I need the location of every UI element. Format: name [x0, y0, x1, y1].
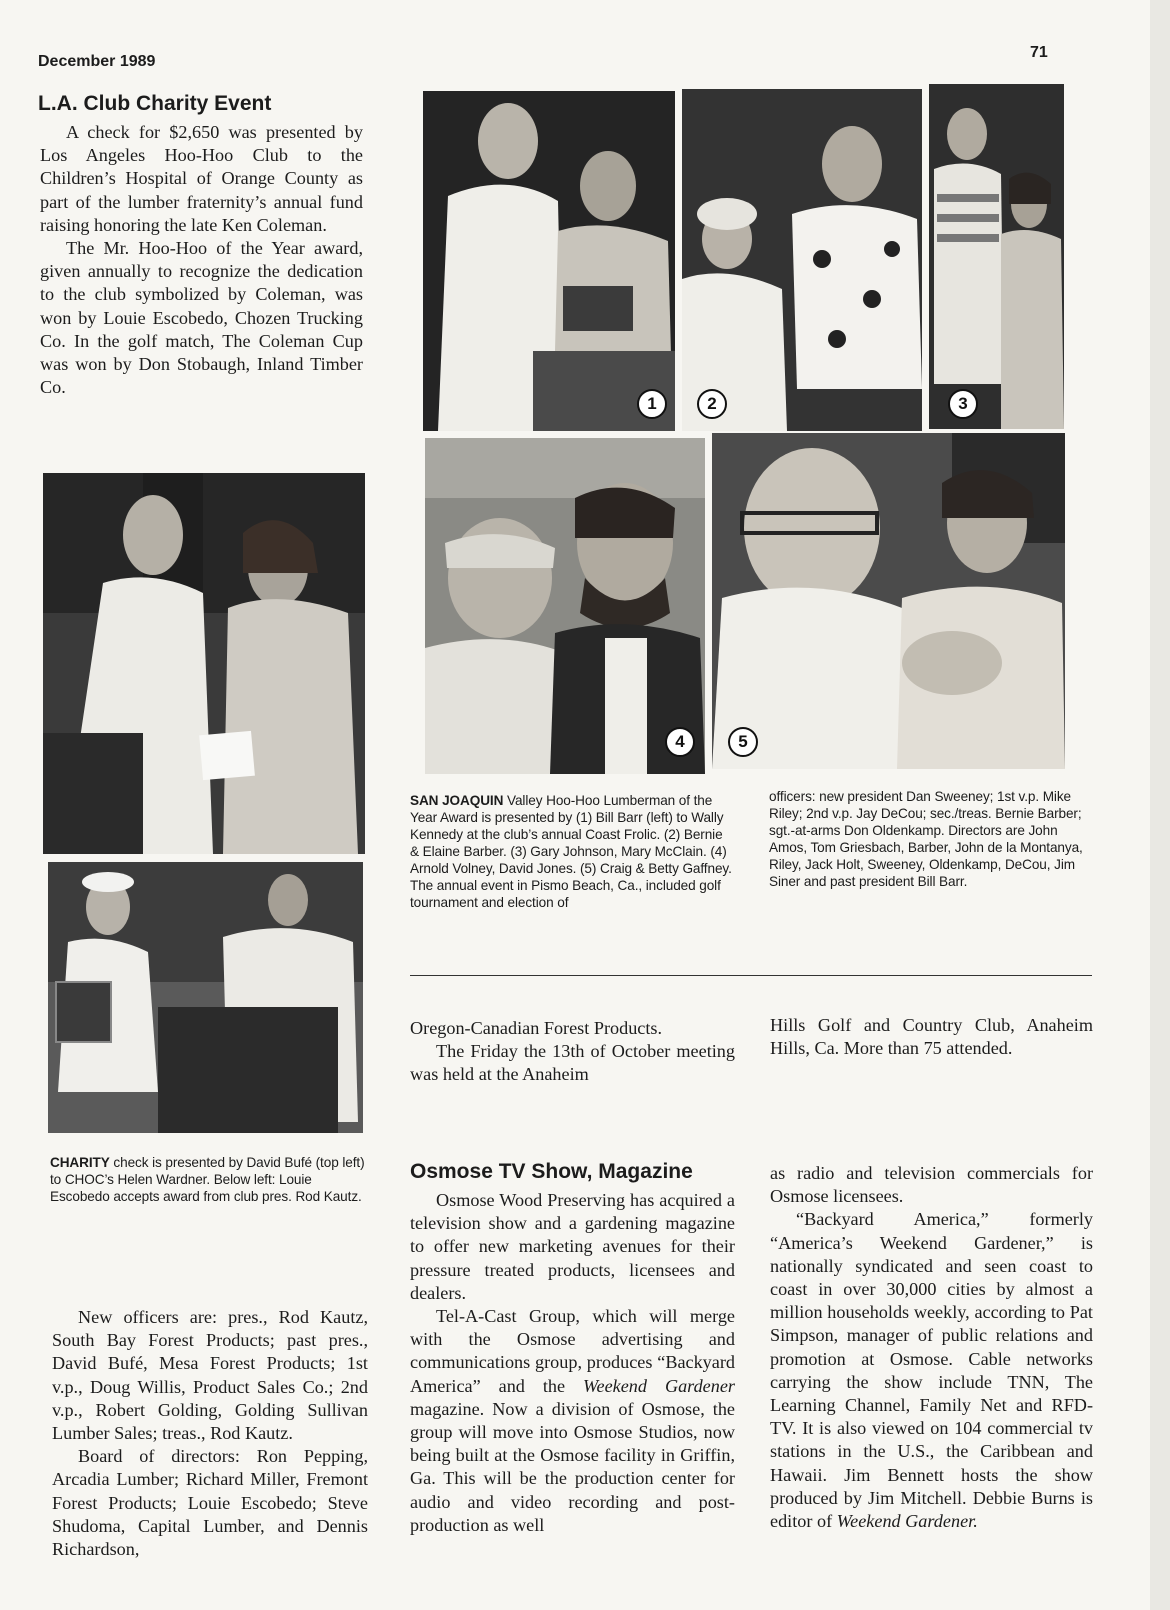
- photo-4-volney-jones: [425, 438, 705, 774]
- officers-paragraph: New officers are: pres., Rod Kautz, South Bay Forest Products; past pres., David Bufé, Mesa Forest Products; 1st v.p., Doug Willis, Product Sales Co.; 2nd v.p., Robert Golding, Golding Sullivan Lumber Sales; treas., Rod Kautz.: [52, 1307, 368, 1444]
- osmose-paragraph: Tel-A-Cast Group, which will merge with the Osmose advertising and communications group, produces “Backyard America” and the Weekend Gardener magazine. Now a division of Osmose, the group will move into Osmose Studios, now being built at the Osmose facility in Griffin, Ga. This will be the production center for audio and video recording and post-production as well: [410, 1306, 735, 1535]
- magazine-title: Weekend Gardener.: [836, 1511, 978, 1532]
- caption-lead: CHARITY: [50, 1155, 110, 1170]
- la-club-paragraph: The Mr. Hoo-Hoo of the Year award, given annually to recognize the dedication to the club symbolized by Coleman, was won by Louie Escobedo, Chozen Trucking Co. In the golf match, The Coleman Cup was won by Don Stobaugh, Inland Timber Co.: [40, 238, 363, 398]
- magazine-title: Weekend Gardener: [583, 1375, 735, 1396]
- photo-2-barber: [682, 89, 922, 431]
- osmose-paragraph: “Backyard America,” formerly “America’s Weekend Gardener,” is nationally syndicated and seen coast to coast in over 30,000 cities by almost a million households weekly, according to Pat Simpson, manager of public relations and promotion at Osmose. Cable networks carrying the show include TNN, The Learning Channel, Family Net and RFD-TV. It is also viewed on 104 commercial tv stations in the U.S., the Caribbean and Hawaii. Jim Bennett hosts the show produced by Jim Mitchell. Debbie Burns is editor of Weekend Gardener.: [770, 1209, 1093, 1532]
- page-edge: [1150, 0, 1170, 1610]
- caption-text: check is presented by David Bufé (top left) to CHOC’s Helen Wardner. Below left: Louie Escobedo accepts award from club pres. Rod Kautz.: [50, 1155, 365, 1204]
- charity-caption: [50, 1154, 366, 1205]
- la-club-title: L.A. Club Charity Event: [38, 92, 272, 115]
- la-club-paragraph: A check for $2,650 was presented by Los Angeles Hoo-Hoo Club to the Children’s Hospital of Orange County as part of the lumber fraternity’s annual fund raising honoring the late Ken Coleman.: [40, 122, 363, 235]
- photo-number-badge: 3: [948, 389, 978, 419]
- san-joaquin-caption-col2: officers: new president Dan Sweeney; 1st v.p. Mike Riley; 2nd v.p. Jay DeCou; sec./treas. Bernie Barber; sgt.-at-arms Don Oldenkamp. Directors are John Amos, Tom Griesbach, Barber, John de la Montanya, Riley, Jack Holt, Sweeney, Oldenkamp, DeCou, Jim Siner and past president Bill Barr.: [769, 789, 1083, 889]
- continued-line: Oregon-Canadian Forest Products.: [410, 1018, 663, 1038]
- continued-paragraph: Hills Golf and Country Club, Anaheim Hills, Ca. More than 75 attended.: [770, 1015, 1093, 1059]
- section-divider: [410, 975, 1092, 976]
- charity-check-photo: [43, 473, 365, 854]
- osmose-title: Osmose TV Show, Magazine: [410, 1160, 693, 1183]
- issue-date: December 1989: [38, 53, 156, 70]
- photo-number-badge: 5: [728, 727, 758, 757]
- photo-1-barr-kennedy: [423, 91, 675, 431]
- continued-paragraph: The Friday the 13th of October meeting was held at the Anaheim: [410, 1041, 735, 1085]
- osmose-col1: [410, 1189, 735, 1537]
- osmose-col2: [770, 1162, 1093, 1533]
- officers-paragraph: Board of directors: Ron Pepping, Arcadia Lumber; Richard Miller, Fremont Forest Products; Louie Escobedo; Steve Shudoma, Capital Lumber, and Dennis Richardson,: [52, 1446, 368, 1560]
- san-joaquin-caption-col1: [410, 792, 732, 911]
- caption-text: Valley Hoo-Hoo Lumberman of the Year Award is presented by (1) Bill Barr (left) to Wally Kennedy at the club’s annual Coast Frolic. (2) Bernie & Elaine Barber. (3) Gary Johnson, Mary McClain. (4) Arnold Volney, David Jones. (5) Craig & Betty Gaffney. The annual event in Pismo Beach, Ca., included golf tournament and election of: [410, 793, 732, 910]
- photo-3-johnson-mcclain: [929, 84, 1064, 429]
- photo-5-gaffney: [712, 433, 1065, 769]
- continued-col1: [410, 1017, 735, 1087]
- continued-col2: [770, 1014, 1093, 1060]
- page-number: 71: [1030, 44, 1048, 61]
- photo-number-badge: 1: [637, 389, 667, 419]
- osmose-paragraph: as radio and television commercials for Osmose licensees.: [770, 1163, 1093, 1207]
- officers-body: [52, 1306, 368, 1561]
- award-podium-photo: [48, 862, 363, 1133]
- photo-number-badge: 4: [665, 727, 695, 757]
- caption-lead: SAN JOAQUIN: [410, 793, 504, 808]
- la-club-body: [40, 121, 363, 399]
- osmose-paragraph: Osmose Wood Preserving has acquired a television show and a gardening magazine to offer new marketing avenues for their pressure treated products, licensees and dealers.: [410, 1190, 735, 1303]
- photo-number-badge: 2: [697, 389, 727, 419]
